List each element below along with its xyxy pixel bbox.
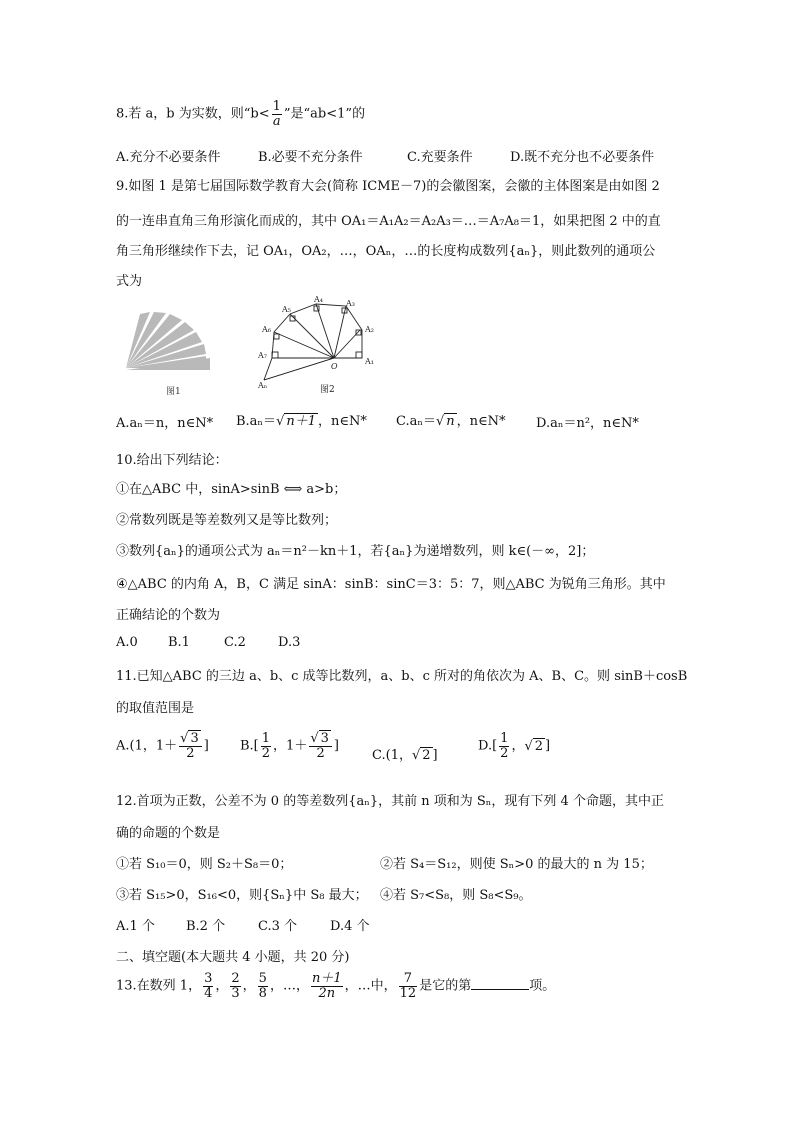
q12-option-b[interactable]: B.2 个 — [186, 919, 226, 934]
q10-statement-4: ④△ABC 的内角 A，B，C 满足 sinA：sinB：sinC＝3：5：7，则△ABC 为锐角三角形。其中 — [116, 577, 666, 592]
q9-line-3: 角三角形继续作下去，记 OA₁，OA₂，…，OAₙ，…的长度构成数列{aₙ}，则此数列的通项公 — [116, 244, 656, 259]
fig2-label-A4: A₄ — [314, 295, 323, 304]
q11-option-a[interactable]: A.(1，1＋ $\frac{√ 3}{2}$ ] — [116, 731, 209, 761]
sqrt-symbol: √ n＋1 — [276, 414, 317, 429]
q13-answer-blank[interactable] — [471, 977, 529, 990]
q9-option-b[interactable]: B.aₙ＝√ n＋1 ，n∈N* — [236, 410, 367, 429]
figure-2-triangles — [252, 294, 388, 398]
q12-proposition-4: ④若 S₇<S₈，则 S₈<S₉。 — [380, 888, 532, 903]
q10-statement-5: 正确结论的个数为 — [116, 608, 221, 623]
q11-option-d[interactable]: D.[ $\frac{1}{2}$ ，√ 2 ] — [478, 731, 551, 761]
q9-line-1: 9.如图 1 是第七届国际数学教育大会(简称 ICME－7)的会徽图案，会徽的主体图案是由如图 2 — [116, 179, 660, 194]
q10-option-c[interactable]: C.2 — [224, 635, 246, 650]
q13-line: 13.在数列 1， $\frac{3}{4}$ ， $\frac{2}{3}$ ， $\frac{5}{8}$ ，…， $\frac{n+1}{2n}$ ，…中， $\frac{7}{12}$ 是它的第 项。 — [116, 971, 556, 1001]
q10-statement-2: ②常数列既是等差数列又是等比数列； — [116, 513, 338, 528]
fig2-label-An: Aₙ — [258, 381, 268, 390]
sqrt-symbol: √ n — [436, 414, 455, 429]
q12-option-d[interactable]: D.4 个 — [330, 919, 370, 934]
q12-proposition-3: ③若 S₁₅>0，S₁₆<0，则{Sₙ}中 S₈ 最大； — [116, 888, 368, 903]
fig2-label-A5: A₅ — [282, 305, 291, 314]
fig2-label-A7: A₇ — [258, 351, 267, 360]
q12-line-2: 确的命题的个数是 — [116, 826, 221, 841]
fig2-label-A6: A₆ — [262, 325, 271, 334]
q11-line-1: 11.已知△ABC 的三边 a、b、c 成等比数列，a、b、c 所对的角依次为 A、B、C。则 sinB＋cosB — [116, 669, 688, 684]
figure-1-caption: 图1 — [166, 387, 181, 397]
figure-2-caption: 图2 — [320, 385, 335, 395]
q8-option-d[interactable]: D.既不充分也不必要条件 — [510, 150, 655, 165]
fig2-label-O: O — [331, 362, 338, 371]
q11-line-2: 的取值范围是 — [116, 701, 195, 716]
fig2-label-A1: A₁ — [365, 357, 374, 366]
q10-option-d[interactable]: D.3 — [278, 635, 301, 650]
q9-line-4: 式为 — [116, 274, 143, 289]
q12-line-1: 12.首项为正数，公差不为 0 的等差数列{aₙ}，其前 n 项和为 Sₙ，现有下列 4 个命题，其中正 — [116, 794, 664, 809]
q9-option-d[interactable]: D.aₙ＝n²，n∈N* — [536, 416, 639, 431]
figure-1-logo — [118, 302, 218, 402]
q11-option-c[interactable]: C.(1，√ 2 ] — [372, 748, 438, 763]
q8-stem: 8.若 a，b 为实数，则“b< $\frac{1}{a}$ ”是“ab<1”的 — [116, 99, 366, 129]
q8-fraction: $\frac{1}{a}$ — [272, 99, 281, 129]
q10-statement-1: ①在△ABC 中，sinA>sinB ⟺ a>b； — [116, 482, 347, 497]
q12-option-a[interactable]: A.1 个 — [116, 919, 155, 934]
q10-statement-3: ③数列{aₙ}的通项公式为 aₙ＝n²－kn＋1，若{aₙ}为递增数列，则 k∈(－∞，2]； — [116, 544, 595, 559]
q10-stem: 10.给出下列结论： — [116, 453, 228, 468]
q12-proposition-1: ①若 S₁₀＝0，则 S₂＋S₈＝0； — [116, 857, 293, 872]
q9-line-2: 的一连串直角三角形演化而成的，其中 OA₁＝A₁A₂＝A₂A₃＝…＝A₇A₈＝1，如果把图 2 中的直 — [116, 214, 661, 229]
q9-option-a[interactable]: A.aₙ＝n，n∈N* — [116, 416, 214, 431]
section-2-heading: 二、填空题(本大题共 4 小题，共 20 分) — [116, 950, 350, 965]
q8-option-a[interactable]: A.充分不必要条件 — [116, 150, 221, 165]
fig2-label-A2: A₂ — [365, 325, 374, 334]
q8-option-b[interactable]: B.必要不充分条件 — [258, 150, 363, 165]
q8-option-c[interactable]: C.充要条件 — [407, 150, 473, 165]
fig2-label-A3: A₃ — [346, 299, 355, 308]
q11-option-b[interactable]: B.[ $\frac{1}{2}$ ，1＋ $\frac{√ 3}{2}$ ] — [240, 731, 339, 761]
q12-proposition-2: ②若 S₄＝S₁₂，则使 Sₙ>0 的最大的 n 为 15； — [380, 857, 653, 872]
q10-option-a[interactable]: A.0 — [116, 635, 138, 650]
q9-option-c[interactable]: C.aₙ＝√ n ，n∈N* — [396, 414, 506, 429]
q10-option-b[interactable]: B.1 — [168, 635, 190, 650]
q12-option-c[interactable]: C.3 个 — [258, 919, 298, 934]
